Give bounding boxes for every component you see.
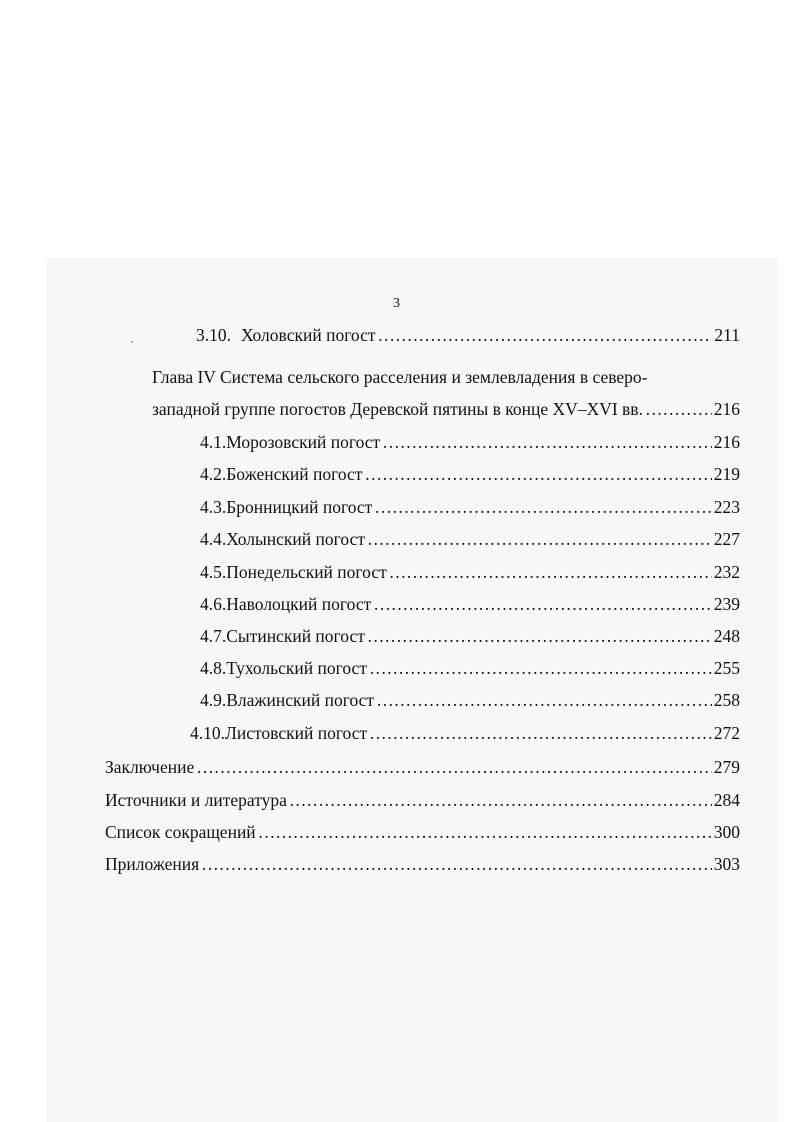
dot-leader <box>376 689 712 711</box>
toc-entry-page: 216 <box>713 432 740 452</box>
toc-entry-page: 258 <box>713 690 740 710</box>
dot-leader <box>367 528 712 550</box>
chapter-heading-line-1: Глава IV Система сельского расселения и землевладения в северо- <box>152 367 648 387</box>
toc-entry-page: 272 <box>713 723 740 743</box>
chapter-page: 216 <box>713 399 740 419</box>
toc-entry-title: Приложения <box>105 854 200 874</box>
toc-chapter-4[interactable] <box>152 366 740 420</box>
toc-entry-3-10[interactable] <box>196 324 740 346</box>
toc-entry-title: Холынский погост <box>226 529 365 549</box>
toc-entry-page: 303 <box>713 854 740 874</box>
toc-entry-title: Тухольский погост <box>226 658 367 678</box>
toc-entry-4-3[interactable] <box>200 496 740 518</box>
toc-entry-abbreviations[interactable] <box>105 821 740 843</box>
toc-entry-number: 4.5. <box>200 562 227 582</box>
toc-entry-title: Холовский погост <box>241 325 376 345</box>
dot-leader <box>369 657 712 679</box>
toc-entry-number: 4.8. <box>200 658 227 678</box>
toc-entry-title: Заключение <box>105 757 195 777</box>
dot-leader <box>289 789 712 811</box>
toc-entry-number: 4.2. <box>200 464 227 484</box>
dot-leader <box>367 625 712 647</box>
dot-leader <box>389 561 712 583</box>
chapter-heading-line-2-row <box>152 398 740 420</box>
toc-entry-page: 255 <box>713 658 740 678</box>
toc-entry-page: 239 <box>713 594 740 614</box>
toc-entry-4-5[interactable] <box>200 561 740 583</box>
toc-entry-page: 232 <box>713 562 740 582</box>
toc-entry-page: 284 <box>713 790 740 810</box>
toc-entry-page: 227 <box>713 529 740 549</box>
toc-entry-sources[interactable] <box>105 789 740 811</box>
toc-entry-title: Источники и литература <box>105 790 287 810</box>
toc-entry-page: 279 <box>713 757 740 777</box>
toc-entry-title: Влажинский погост <box>226 690 375 710</box>
toc-entry-number: 4.4. <box>200 529 227 549</box>
dot-leader <box>196 756 712 778</box>
toc-entry-number: 3.10. <box>196 325 231 345</box>
toc-entry-4-9[interactable] <box>200 689 740 711</box>
toc-entry-title: Бронницкий погост <box>226 497 373 517</box>
toc-entry-number: 4.1. <box>200 432 227 452</box>
toc-entry-4-6[interactable] <box>200 593 740 615</box>
toc-entry-number: 4.3. <box>200 497 227 517</box>
chapter-heading-line-2: западной группе погостов Деревской пятины в конце XV–XVI вв. <box>152 399 643 419</box>
dot-leader <box>201 853 712 875</box>
toc-entry-title: Понедельский погост <box>226 562 387 582</box>
dot-leader <box>369 722 712 744</box>
dot-leader <box>382 431 712 453</box>
toc-entry-4-10[interactable] <box>190 722 740 744</box>
toc-entry-title: Листовский погост <box>225 723 368 743</box>
toc-entry-title: Список сокращений <box>105 822 256 842</box>
toc-entry-number: 4.6. <box>200 594 227 614</box>
toc-entry-4-2[interactable] <box>200 463 740 485</box>
toc-entry-conclusion[interactable] <box>105 756 740 778</box>
dot-leader <box>374 496 711 518</box>
toc-entry-page: 300 <box>713 822 740 842</box>
toc-entry-page: 248 <box>713 626 740 646</box>
dot-leader <box>373 593 712 615</box>
toc-entry-4-7[interactable] <box>200 625 740 647</box>
toc-entry-page: 211 <box>714 325 740 345</box>
toc-entry-4-1[interactable] <box>200 431 740 453</box>
toc-entry-number: 4.10. <box>190 723 225 743</box>
toc-entry-4-4[interactable] <box>200 528 740 550</box>
toc-entry-page: 223 <box>713 497 740 517</box>
toc-entry-title: Боженский погост <box>226 464 363 484</box>
dot-leader <box>258 821 712 843</box>
toc-entry-page: 219 <box>713 464 740 484</box>
toc-entry-title: Сытинский погост <box>226 626 365 646</box>
dot-leader <box>378 324 713 346</box>
dot-leader <box>645 398 712 420</box>
page-number: 3 <box>393 296 400 311</box>
toc-entry-number: 4.9. <box>200 690 227 710</box>
toc-entry-number: 4.7. <box>200 626 227 646</box>
toc-entry-4-8[interactable] <box>200 657 740 679</box>
dot-leader <box>364 463 711 485</box>
toc-entry-title: Морозовский погост <box>226 432 381 452</box>
toc-entry-appendices[interactable] <box>105 853 740 875</box>
toc-entry-title: Наволоцкий погост <box>226 594 372 614</box>
